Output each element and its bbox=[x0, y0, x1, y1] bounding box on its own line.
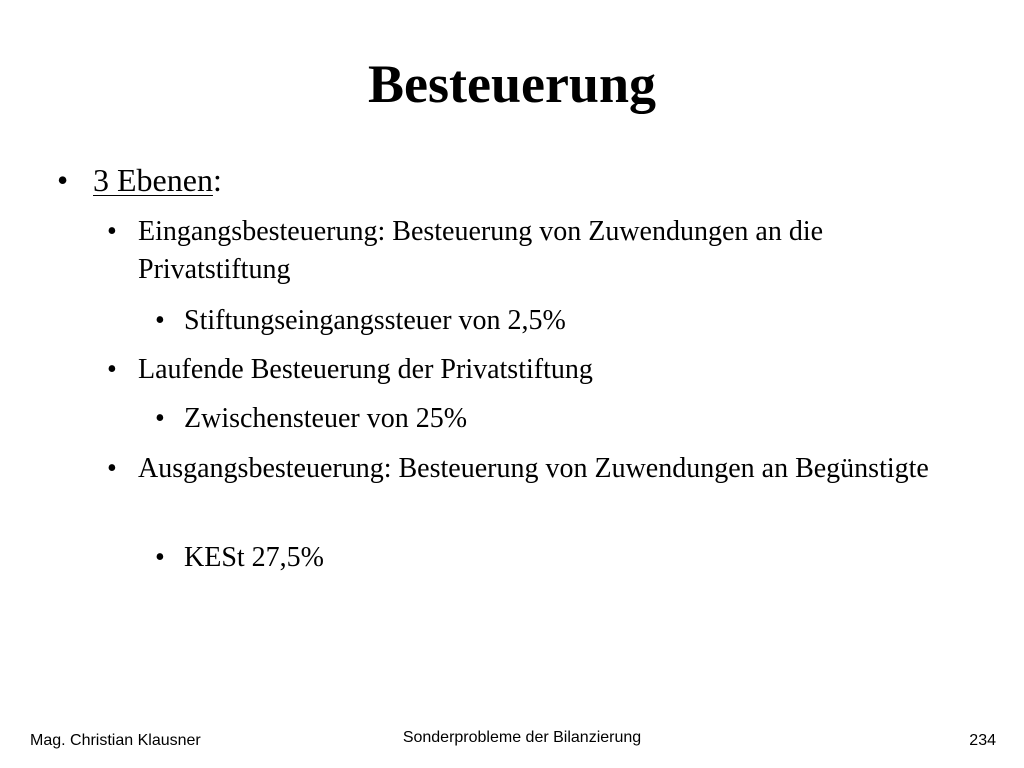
bullet-marker: • bbox=[107, 354, 117, 385]
bullet-marker: • bbox=[155, 542, 165, 573]
bullet-ausgangsbesteuerung bbox=[107, 450, 938, 488]
bullet-text: Zwischensteuer von 25% bbox=[184, 403, 468, 434]
bullet-text: KESt 27,5% bbox=[184, 542, 324, 573]
bullet-text: Ausgangsbesteuerung: Besteuerung von Zuwendungen an Begünstigte bbox=[138, 453, 929, 484]
bullet-text: Laufende Besteuerung der Privatstiftung bbox=[138, 354, 593, 385]
bullet-zwischensteuer bbox=[155, 400, 467, 438]
slide-title: Besteuerung bbox=[368, 54, 656, 114]
footer-author: Mag. Christian Klausner bbox=[30, 732, 201, 749]
bullet-stiftungseingangssteuer bbox=[155, 302, 566, 340]
footer-page-number: 234 bbox=[969, 732, 996, 749]
bullet-label: 3 Ebenen bbox=[93, 162, 213, 198]
bullet-marker: • bbox=[107, 453, 117, 484]
bullet-marker: • bbox=[107, 216, 117, 247]
footer-course-title: Sonderprobleme der Bilanzierung bbox=[402, 729, 642, 746]
bullet-marker: • bbox=[155, 403, 165, 434]
bullet-suffix: : bbox=[212, 162, 222, 198]
bullet-eingangsbesteuerung bbox=[107, 213, 938, 289]
bullet-text: Eingangsbesteuerung: Besteuerung von Zuwendungen an die Privatstiftung bbox=[138, 216, 824, 285]
bullet-text: Stiftungseingangssteuer von 2,5% bbox=[184, 305, 566, 336]
bullet-laufende-besteuerung bbox=[107, 351, 938, 389]
bullet-marker: • bbox=[57, 162, 69, 198]
bullet-level1 bbox=[57, 158, 222, 202]
bullet-marker: • bbox=[155, 305, 165, 336]
bullet-text bbox=[93, 158, 222, 202]
bullet-kest bbox=[155, 539, 324, 577]
